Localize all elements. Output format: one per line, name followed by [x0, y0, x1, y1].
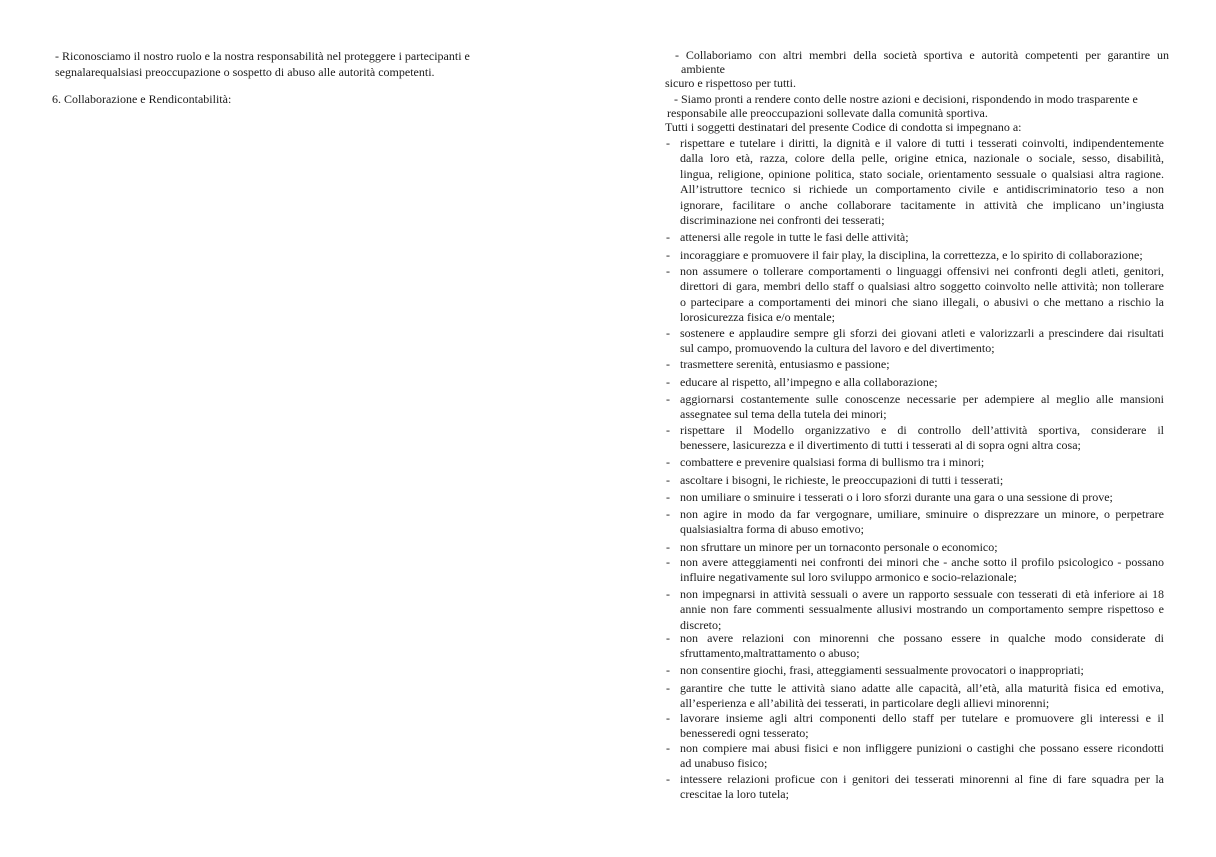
list-item-line: non umiliare o sminuire i tesserati o i loro sforzi durante una gara o una sessione di prove; [680, 490, 1113, 504]
bullet-dash: - [666, 392, 670, 406]
bullet-dash: - [666, 711, 670, 725]
list-item-line: all’esperienza e all’abilità dei tesserati, in particolare degli allievi minorenni; [680, 696, 1050, 711]
list-item-line: assegnatee sul tema della tutela dei minori; [680, 407, 887, 422]
intro-line: ambiente [681, 62, 725, 76]
list-item-line: ad unabuso fisico; [680, 756, 768, 771]
intro-line: Tutti i soggetti destinatari del presente Codice di condotta si impegnano a: [665, 120, 1022, 134]
bullet-dash: - [666, 507, 670, 521]
paragraph-line: segnalarequalsiasi preoccupazione o sospetto di abuso alle autorità competenti. [55, 65, 435, 79]
list-item-line: non sfruttare un minore per un tornaconto personale o economico; [680, 540, 998, 554]
list-item-line: sfruttamento,maltrattamento o abuso; [680, 646, 860, 661]
list-item-line: sostenere e applaudire sempre gli sforzi dei giovani atleti e valorizzarli a prescindere dai risultati [680, 326, 1164, 340]
list-item-line: ascoltare i bisogni, le richieste, le preoccupazioni di tutti i tesserati; [680, 473, 1004, 487]
list-item-line: lorosicurezza fisica e/o mentale; [680, 310, 835, 325]
list-item-line: non agire in modo da far vergognare, umiliare, sminuire o disprezzare un minore, o perpetrare [680, 507, 1164, 521]
list-item-line: dalla loro età, razza, colore della pelle, origine etnica, nazionale o sociale, sesso, disabilità, [680, 151, 1164, 166]
bullet-dash: - [666, 663, 670, 677]
bullet-dash: - [666, 230, 670, 244]
list-item-line: non avere relazioni con minorenni che possano essere in qualche modo considerate di [680, 631, 1164, 645]
bullet-dash: - [666, 423, 670, 437]
bullet-dash: - [666, 455, 670, 469]
bullet-dash: - [666, 375, 670, 389]
list-item-line: sul campo, promuovendo la cultura del lavoro e del divertimento; [680, 341, 995, 356]
bullet-dash: - [666, 473, 670, 487]
bullet-dash: - [666, 587, 670, 601]
intro-line: - Siamo pronti a rendere conto delle nostre azioni e decisioni, rispondendo in modo trasparente e [674, 92, 1138, 106]
list-item-line: lingua, religione, opinione politica, stato sociale, orientamento sessuale o qualsiasi altra ragione. [680, 166, 1164, 181]
intro-line: - Collaboriamo con altri membri della società sportiva e autorità competenti per garantire un [675, 48, 1169, 62]
list-item-line: benessere, lasicurezza e il divertimento di tutti i tesserati al di sopra ogni altra cosa; [680, 438, 1081, 453]
section-heading: 6. Collaborazione e Rendicontabilità: [52, 92, 232, 106]
bullet-dash: - [666, 357, 670, 371]
bullet-dash: - [666, 631, 670, 645]
list-item-line: benesseredi ogni tesserato; [680, 726, 809, 741]
list-item-line: attenersi alle regole in tutte le fasi delle attività; [680, 230, 909, 244]
bullet-dash: - [666, 136, 670, 150]
list-item-line: rispettare e tutelare i diritti, la dignità e il valore di tutti i tesserati coinvolti, indipendentemente [680, 136, 1164, 150]
list-item-line: o partecipare a comportamenti dei minori che siano illegali, o abusivi o che mettano a rischio la [680, 294, 1164, 309]
list-item-line: educare al rispetto, all’impegno e alla collaborazione; [680, 375, 938, 389]
list-item-line: All’istruttore tecnico si richiede un comportamento civile e antidiscriminatorio teso a non [680, 182, 1164, 197]
list-item-line: annie non fare commenti sessualmente allusivi mostrando un comportamento sempre rispettoso e [680, 602, 1164, 617]
list-item-line: garantire che tutte le attività siano adatte alle capacità, all’età, alla maturità fisica ed emotiva, [680, 681, 1164, 695]
list-item-line: non avere atteggiamenti nei confronti dei minori che - anche sotto il profilo psicologico - possano [680, 555, 1164, 569]
list-item-line: combattere e prevenire qualsiasi forma di bullismo tra i minori; [680, 455, 985, 469]
list-item-line: non consentire giochi, frasi, atteggiamenti sessualmente provocatori o inappropriati; [680, 663, 1084, 677]
paragraph-line: - Riconosciamo il nostro ruolo e la nostra responsabilità nel proteggere i partecipanti e [55, 49, 470, 63]
list-item-line: non impegnarsi in attività sessuali o avere un rapporto sessuale con tesserati di età inferiore ai 18 [680, 587, 1164, 601]
bullet-dash: - [666, 248, 670, 262]
list-item-line: discriminazione nei confronti dei tesserati; [680, 213, 885, 227]
list-item-line: aggiornarsi costantemente sulle conoscenze necessarie per adempiere al meglio alle mansioni [680, 392, 1164, 406]
list-item-line: qualsiasialtra forma di abuso emotivo; [680, 522, 864, 537]
bullet-dash: - [666, 681, 670, 695]
list-item-line: crescitae la loro tutela; [680, 787, 789, 802]
bullet-dash: - [666, 772, 670, 786]
list-item-line: trasmettere serenità, entusiasmo e passione; [680, 357, 890, 371]
list-item-line: lavorare insieme agli altri componenti dello staff per tutelare e promuovere gli interessi e il [680, 711, 1164, 725]
bullet-dash: - [666, 264, 670, 278]
list-item-line: influire negativamente sul loro sviluppo armonico e socio-relazionale; [680, 570, 1017, 585]
list-item-line: non compiere mai abusi fisici e non infliggere punizioni o castighi che possano essere ricondotti [680, 741, 1164, 755]
list-item-line: rispettare il Modello organizzativo e di controllo dell’attività sportiva, considerare il [680, 423, 1164, 437]
list-item-line: ignorare, facilitare o anche collaborare tacitamente in attività che implicano un’ingiusta [680, 197, 1164, 212]
bullet-dash: - [666, 540, 670, 554]
list-item-line: non assumere o tollerare comportamenti o linguaggi offensivi nei confronti degli atleti, genitori, [680, 264, 1164, 278]
list-item-line: discreto; [680, 617, 722, 632]
bullet-dash: - [666, 326, 670, 340]
bullet-dash: - [666, 741, 670, 755]
list-item-line: intessere relazioni proficue con i genitori dei tesserati minorenni al fine di fare squadra per la [680, 772, 1164, 786]
list-item-line: incoraggiare e promuovere il fair play, la disciplina, la correttezza, e lo spirito di collaborazione; [680, 248, 1143, 262]
bullet-dash: - [666, 555, 670, 569]
intro-line: sicuro e rispettoso per tutti. [665, 76, 796, 90]
intro-line: responsabile alle preoccupazioni sollevate dalla comunità sportiva. [667, 106, 988, 120]
list-item-line: direttori di gara, membri dello staff o qualsiasi altro soggetto coinvolto nelle attività; non tollerare [680, 279, 1164, 294]
bullet-dash: - [666, 490, 670, 504]
